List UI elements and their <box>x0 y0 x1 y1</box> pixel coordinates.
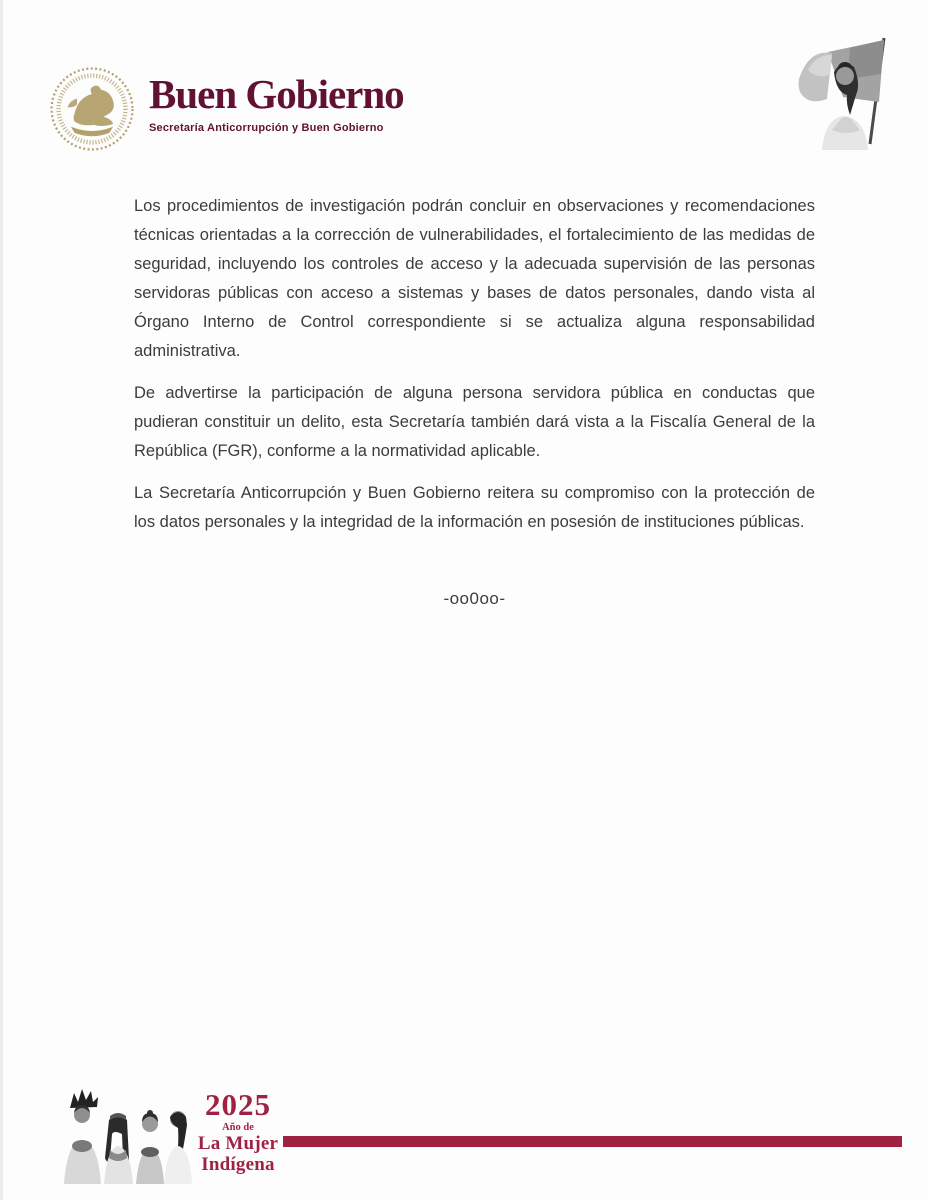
closing-mark: -oo0oo- <box>443 589 506 608</box>
footer-year-block <box>190 1089 286 1176</box>
paragraph-3: La Secretaría Anticorrupción y Buen Gobierno reitera su compromiso con la protección de los datos personales y la integridad de la información en posesión de instituciones públicas. <box>134 484 815 531</box>
paragraph-2: De advertirse la participación de alguna persona servidora pública en conductas que pudieran constituir un delito, esta Secretaría también dará vista a la Fiscalía General de la República (FGR), conforme a la normatividad aplicable. <box>134 384 815 460</box>
footer-accent-bar <box>283 1136 902 1147</box>
brand-subtitle: Secretaría Anticorrupción y Buen Gobierno <box>149 122 384 134</box>
woman-with-flag-image <box>788 34 900 150</box>
paragraph-1: Los procedimientos de investigación podrán concluir en observaciones y recomendaciones técnicas orientadas a la corrección de vulnerabilidades, el fortalecimiento de las medidas de seguridad, incluyendo los controles de acceso y la adecuada supervisión de las personas servidoras públicas con acceso a sistemas y bases de datos personales, dando vista al Órgano Interno de Control correspondiente si se actualiza alguna responsabilidad administrativa. <box>134 197 815 360</box>
indigenous-women-image <box>57 1086 197 1184</box>
footer-campaign-line-2: Indígena <box>201 1154 275 1176</box>
mexican-coat-of-arms-icon <box>48 64 136 154</box>
footer-year: 2025 <box>205 1087 271 1122</box>
footer-campaign-line-1: La Mujer <box>197 1133 279 1154</box>
footer-year-label: Año de <box>222 1122 254 1133</box>
document-body <box>134 192 815 613</box>
brand-text <box>149 64 404 134</box>
document-header <box>48 64 404 154</box>
brand-title: Buen Gobierno <box>149 71 404 117</box>
